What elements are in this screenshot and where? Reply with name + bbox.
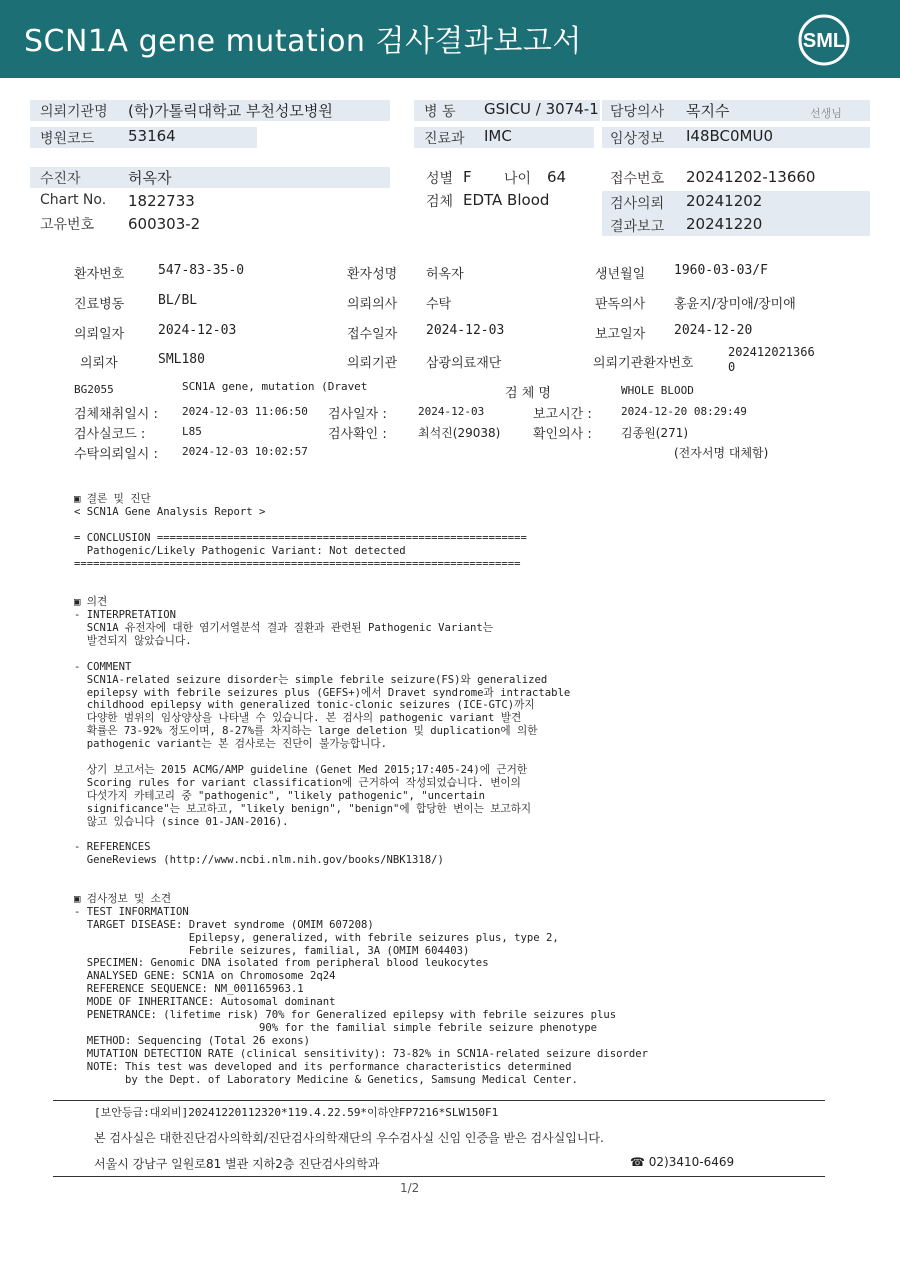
report-line: by the Dept. of Laboratory Medicine & Genetics, Samsung Medical Center. bbox=[74, 1073, 578, 1086]
dept-value: IMC bbox=[484, 127, 512, 145]
pname-value: 허옥자 bbox=[426, 267, 464, 282]
footer-rule-bottom bbox=[53, 1176, 825, 1177]
chart-label: Chart No. bbox=[40, 192, 107, 208]
sex-label: 성별 bbox=[426, 171, 454, 187]
cert-line: 본 검사실은 대한진단검사의학회/진단검사의학재단의 우수검사실 신임 인증을 받은 검사실입니다. bbox=[94, 1131, 604, 1145]
collect-value: 2024-12-03 11:06:50 bbox=[182, 405, 308, 418]
report-line: 발견되지 않았습니다. bbox=[74, 634, 192, 647]
report-line: PENETRANCE: (lifetime risk) 70% for Generalized epilepsy with febrile seizures plus bbox=[74, 1009, 617, 1021]
report-line: 90% for the familial simple febrile seizure phenotype bbox=[74, 1021, 597, 1034]
form-ward-label: 진료병동 bbox=[74, 297, 125, 312]
report-line: 확률은 73-92% 정도이며, 8-27%를 차지하는 large deletion 및 duplication에 의한 bbox=[74, 725, 538, 738]
req-date-label: 의뢰일자 bbox=[74, 327, 125, 342]
page-number: 1/2 bbox=[400, 1181, 420, 1195]
lab-code-label: 검사실코드 : bbox=[74, 427, 146, 442]
clinical-label: 임상정보 bbox=[610, 131, 665, 147]
test-date-label: 검사일자 : bbox=[328, 407, 387, 422]
report-line: = CONCLUSION ========================================================== bbox=[74, 531, 527, 544]
report-line: 다양한 범위의 임상양상을 나타낼 수 있습니다. 본 검사의 pathogenic variant 발견 bbox=[74, 712, 522, 725]
consign-label: 수탁의뢰일시 : bbox=[74, 447, 158, 462]
test-date-value: 2024-12-03 bbox=[418, 405, 485, 418]
report-line: MUTATION DETECTION RATE (clinical sensitivity): 73-82% in SCN1A-related seizure disorder bbox=[74, 1047, 649, 1060]
report-line: ▣ 검사정보 및 소견 bbox=[74, 892, 172, 905]
report-line: ====================================================================== bbox=[74, 557, 521, 570]
report-line: GeneReviews (http://www.ncbi.nlm.nih.gov/books/NBK1318/) bbox=[74, 854, 444, 867]
result-value: 20241220 bbox=[686, 215, 763, 233]
phone-line: ☎ 02)3410-6469 bbox=[630, 1155, 735, 1169]
req-inst-label: 의뢰기관명 bbox=[40, 104, 108, 120]
req-org-value: 삼광의료재단 bbox=[426, 356, 502, 371]
doctor-value: 목지수 bbox=[686, 102, 730, 120]
dept-label: 진료과 bbox=[424, 131, 465, 147]
address-line: 서울시 강남구 일원로81 별관 지하2층 진단검사의학과 bbox=[94, 1157, 380, 1171]
report-line: SPECIMEN: Genomic DNA isolated from peripheral blood leukocytes bbox=[74, 957, 489, 970]
req-inst-value: (학)가톨릭대학교 부천성모병원 bbox=[128, 102, 333, 120]
report-line: 않고 있습니다 (since 01-JAN-2016). bbox=[74, 815, 289, 828]
report-line: < SCN1A Gene Analysis Report > bbox=[74, 505, 266, 518]
report-line: childhood epilepsy with generalized tonic-clonic seizures (ICE-GTC)까지 bbox=[74, 699, 535, 712]
req-org-pid-label: 의뢰기관환자번호 bbox=[593, 356, 694, 371]
req-doc-value: 수탁 bbox=[426, 297, 452, 312]
report-time-label: 보고시간 : bbox=[533, 407, 592, 422]
report-line: MODE OF INHERITANCE: Autosomal dominant bbox=[74, 996, 336, 1009]
report-header bbox=[0, 0, 900, 78]
patient-value: 허옥자 bbox=[128, 169, 172, 187]
report-line: SCN1A 유전자에 대한 염기서열분석 결과 질환과 관련된 Pathogenic Variant는 bbox=[74, 622, 493, 634]
form-ward-value: BL/BL bbox=[158, 293, 198, 308]
ward-value: GSICU / 3074-1 bbox=[484, 100, 599, 118]
verify-label: 검사확인 : bbox=[328, 427, 387, 442]
report-line: ▣ 의견 bbox=[74, 596, 108, 609]
req-doc-label: 의뢰의사 bbox=[347, 297, 398, 312]
report-line: Pathogenic/Likely Pathogenic Variant: Not detected bbox=[74, 544, 406, 557]
receipt-label: 접수번호 bbox=[610, 171, 665, 187]
pid-value: 547-83-35-0 bbox=[158, 263, 245, 278]
receipt-value: 20241202-13660 bbox=[686, 168, 816, 186]
report-line: ANALYSED GENE: SCN1A on Chromosome 2q24 bbox=[74, 970, 336, 983]
doctor-label: 담당의사 bbox=[610, 104, 665, 120]
reader-value: 홍윤지/장미애/장미애 bbox=[674, 297, 796, 312]
rpt-date-value: 2024-12-20 bbox=[674, 323, 753, 338]
report-body bbox=[74, 493, 874, 1093]
report-line: significance"는 보고하고, "likely benign", "benign"에 합당한 변이는 보고하지 bbox=[74, 802, 532, 815]
logo-text: SML bbox=[802, 30, 846, 52]
sml-logo bbox=[796, 12, 852, 68]
consign-value: 2024-12-03 10:02:57 bbox=[182, 445, 308, 458]
confirm-label: 확인의사 : bbox=[533, 427, 592, 442]
lab-code-value: L85 bbox=[182, 425, 202, 438]
specimen-value: EDTA Blood bbox=[463, 191, 550, 209]
requester-value: SML180 bbox=[158, 352, 205, 367]
chart-value: 1822733 bbox=[128, 192, 195, 210]
patient-bar bbox=[30, 167, 390, 188]
report-time-value: 2024-12-20 08:29:49 bbox=[621, 405, 747, 418]
hosp-code-label: 병원코드 bbox=[40, 131, 95, 147]
req-org-label: 의뢰기관 bbox=[347, 356, 398, 371]
report-title: SCN1A gene mutation 검사결과보고서 bbox=[24, 24, 582, 59]
req-date-value: 2024-12-03 bbox=[158, 323, 237, 338]
rcv-date-label: 접수일자 bbox=[347, 327, 398, 342]
report-line: METHOD: Sequencing (Total 26 exons) bbox=[74, 1034, 310, 1047]
collect-label: 검체채취일시 : bbox=[74, 407, 158, 422]
test-code: BG2055 bbox=[74, 383, 114, 396]
confirm-value: 김종원(271) bbox=[621, 426, 689, 440]
sex-value: F bbox=[463, 168, 472, 186]
meta-specimen-value: WHOLE BLOOD bbox=[621, 384, 694, 397]
report-line: Febrile seizures, familial, 3A (OMIM 604403) bbox=[74, 944, 470, 957]
report-line: Scoring rules for variant classification에 근거하여 작성되었습니다. 변이의 bbox=[74, 776, 521, 789]
req-org-pid-value-1: 202412021366 bbox=[728, 345, 815, 359]
report-line: SCN1A-related seizure disorder는 simple febrile seizure(FS)와 generalized bbox=[74, 673, 548, 686]
report-line: NOTE: This test was developed and its performance characteristics determined bbox=[74, 1060, 572, 1073]
report-line: - REFERENCES bbox=[74, 841, 151, 854]
result-label: 결과보고 bbox=[610, 219, 665, 235]
doctor-suffix: 선생님 bbox=[810, 107, 842, 120]
report-line: epilepsy with febrile seizures plus (GEFS+)에서 Dravet syndrome과 intractable bbox=[74, 686, 571, 699]
report-line: - INTERPRETATION bbox=[74, 609, 177, 622]
dob-value: 1960-03-03/F bbox=[674, 263, 768, 278]
verify-value: 최석진(29038) bbox=[418, 426, 501, 440]
test-name: SCN1A gene, mutation (Dravet bbox=[182, 380, 368, 393]
ward-label: 병 동 bbox=[424, 104, 456, 120]
report-line: - COMMENT bbox=[74, 660, 132, 673]
specimen-label: 검체 bbox=[426, 194, 454, 210]
requester-label: 의뢰자 bbox=[80, 356, 118, 371]
rpt-date-label: 보고일자 bbox=[595, 327, 646, 342]
test-req-value: 20241202 bbox=[686, 192, 763, 210]
report-line: pathogenic variant는 본 검사로는 진단이 불가능합니다. bbox=[74, 738, 387, 751]
pid-label: 환자번호 bbox=[74, 267, 125, 282]
report-line: ▣ 결론 및 진단 bbox=[74, 493, 151, 505]
reader-label: 판독의사 bbox=[595, 297, 646, 312]
report-line: REFERENCE SEQUENCE: NM_001165963.1 bbox=[74, 983, 304, 996]
report-line: 다섯가지 카테고리 중 "pathogenic", "likely pathogenic", "uncertain bbox=[74, 789, 486, 802]
esign-note: (전자서명 대체함) bbox=[674, 446, 769, 460]
clinical-value: I48BC0MU0 bbox=[686, 127, 774, 145]
patient-label: 수진자 bbox=[40, 171, 81, 187]
age-value: 64 bbox=[547, 168, 567, 186]
test-req-label: 검사의뢰 bbox=[610, 196, 665, 212]
dob-label: 생년월일 bbox=[595, 267, 646, 282]
age-label: 나이 bbox=[504, 171, 532, 187]
pname-label: 환자성명 bbox=[347, 267, 398, 282]
report-line: Epilepsy, generalized, with febrile seizures plus, type 2, bbox=[74, 931, 559, 944]
report-line: - TEST INFORMATION bbox=[74, 905, 189, 918]
uid-label: 고유번호 bbox=[40, 217, 95, 233]
meta-specimen-label: 검 체 명 bbox=[505, 386, 551, 401]
security-line: [보안등급:대외비]20241220112320*119.4.22.59*이하얀FP7216*SLW150F1 bbox=[94, 1106, 499, 1119]
footer-rule-top bbox=[53, 1100, 825, 1101]
report-line: TARGET DISEASE: Dravet syndrome (OMIM 607208) bbox=[74, 918, 374, 931]
rcv-date-value: 2024-12-03 bbox=[426, 323, 505, 338]
req-org-pid-value-2: 0 bbox=[728, 360, 736, 374]
hosp-code-value: 53164 bbox=[128, 127, 176, 145]
uid-value: 600303-2 bbox=[128, 215, 201, 233]
report-line: 상기 보고서는 2015 ACMG/AMP guideline (Genet Med 2015;17:405-24)에 근거한 bbox=[74, 763, 528, 776]
